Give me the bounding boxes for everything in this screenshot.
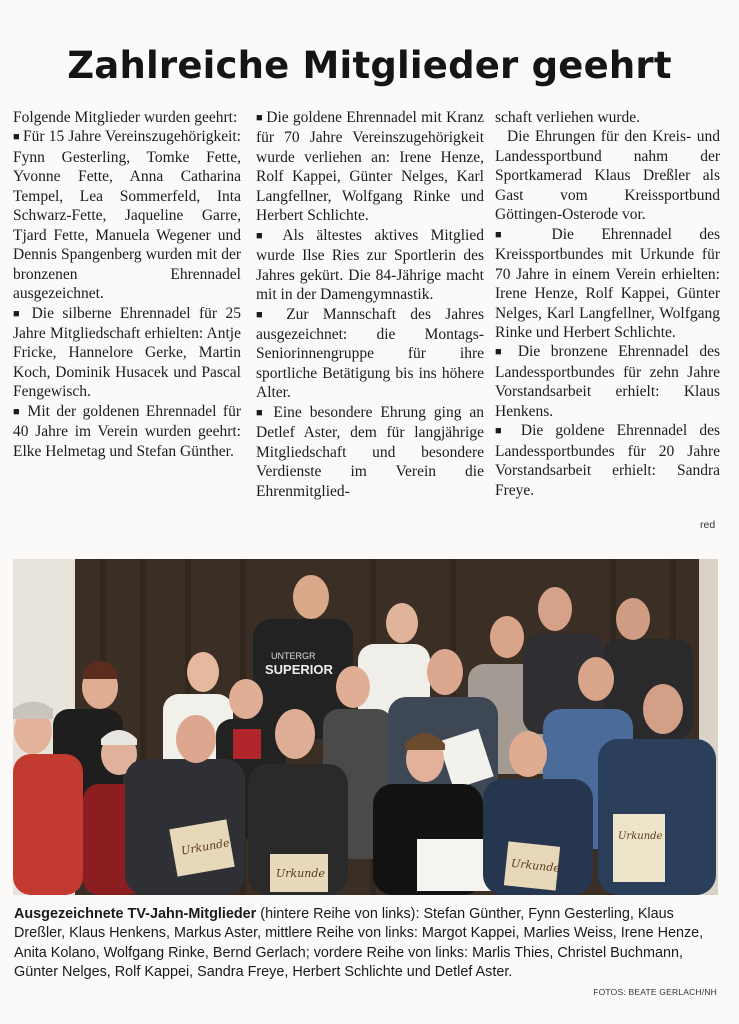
honor-item-40-years: ■ Mit der goldenen Ehrennadel für 40 Jahre im Verein wurden geehrt: Elke Helmetag und Stefan Günther. <box>13 402 241 461</box>
honor-item-kreissportbund: ■ Die Ehrennadel des Kreissportbundes mit Urkunde für 70 Jahre in einem Verein erhielten: Irene Henze, Rolf Kappei, Günter Nelges, Karl Langfellner, Wolfgang Rinke und Herbert Schlichte. <box>495 225 720 343</box>
ehrungen-paragraph: Die Ehrungen für den Kreis- und Landessportbund nahm der Sportkamerad Klaus Dreßler als Gast vom Kreissportbund Göttingen-Osterode vor. <box>495 128 720 224</box>
continuation-text: schaft verliehen wurde. <box>495 109 641 126</box>
honor-item-mannschaft: ■ Zur Mannschaft des Jahres ausgezeichnet: die Montags-Seniorinnengruppe für ihre sportliche Betätigung bis ins höhere Alter. <box>256 305 484 403</box>
group-photo <box>13 559 718 895</box>
caption-text: (hintere Reihe von links): Stefan Günther, Fynn Gesterling, Klaus Dreßler, Klaus Henkens, Markus Aster, mittlere Reihe von links: Margot Kappei, Marlies Weiss, Irene Henze, Anita Kolano, Wolfgang Rinke, Bernd Gerlach; vordere Reihe von links: Marlis Thies, Christel Buchmann, Günter Nelges, Rolf Kappei, Sandra Freye, Herbert Schlichte und Detlef Aster. <box>14 906 704 980</box>
honor-item-70-years: ■ Die goldene Ehrennadel mit Kranz für 70 Jahre Vereinszugehörigkeit wurde verliehen an: Irene Henze, Rolf Kappei, Günter Nelges, Karl Langfellner, Wolfgang Rinke und Herbert Schlichte. <box>256 108 484 226</box>
honor-item-gold-lsb: ■ Die goldene Ehrennadel des Landessportbundes für 20 Jahre Vorstandsarbeit erhielt: Sandra Freye. <box>495 421 720 500</box>
honor-item-sportlerin: ■ Als ältestes aktives Mitglied wurde Ilse Ries zur Sportlerin des Jahres gekürt. Die 84-Jährige macht mit in der Damengymnastik. <box>256 226 484 305</box>
sweater-print-1: UNTERGR <box>271 651 316 661</box>
photo-caption <box>14 905 726 982</box>
honor-item-15-years: ■ Für 15 Jahre Vereinszugehörigkeit: Fynn Gesterling, Tomke Fette, Yvonne Fette, Anna Catharina Tempel, Lea Sommerfeld, Inta Schwarz-Fette, Jaqueline Garre, Tjard Fette, Manuela Wegener und Dennis Spangenberg wurden mit der bronzenen Ehrennadel ausgezeichnet. <box>13 127 241 303</box>
intro-paragraph: Folgende Mitglieder wurden geehrt: <box>13 109 238 126</box>
photo-credit: FOTOS: BEATE GERLACH/NH <box>593 987 717 997</box>
caption-lead: Ausgezeichnete TV-Jahn-Mitglieder <box>14 906 257 922</box>
certificate-label-1: Urkunde <box>180 836 231 858</box>
author-tag: red <box>700 519 716 531</box>
honor-item-bronze-lsb: ■ Die bronzene Ehrennadel des Landessportbundes für zehn Jahre Vorstandsarbeit erhielt: Klaus Henkens. <box>495 342 720 421</box>
sweater-print-2: SUPERIOR <box>265 662 333 677</box>
article-column-3 <box>495 108 720 500</box>
article-headline: Zahlreiche Mitglieder geehrt <box>67 44 672 87</box>
article-column-2 <box>256 108 484 501</box>
article-column-1 <box>13 108 241 461</box>
certificate-label-2: Urkunde <box>276 867 325 880</box>
certificate-label-4: Urkunde <box>618 831 663 842</box>
honor-item-25-years: ■ Die silberne Ehrennadel für 25 Jahre Mitgliedschaft erhielten: Antje Fricke, Hannelore Gerke, Martin Koch, Dominik Husacek und Pascal Fengewisch. <box>13 304 241 402</box>
group-photo-illustration <box>13 559 718 895</box>
honor-item-ehrenmitglied: ■ Eine besondere Ehrung ging an Detlef Aster, dem für langjährige Mitgliedschaft und besondere Verdienste im Verein die Ehrenmitglied- <box>256 403 484 501</box>
person-front-7 <box>613 814 665 882</box>
certificate-label-3: Urkunde <box>510 856 561 875</box>
